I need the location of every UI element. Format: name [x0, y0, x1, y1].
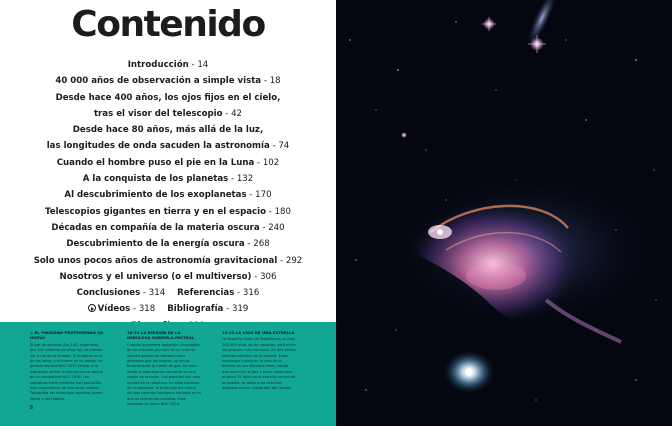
page-title: Contenido	[71, 4, 265, 45]
caption-heading: 18-19 LA EMISIÓN DE LA NEBULOSA GABRIELA MISTRAL	[127, 330, 195, 341]
caption-heading: 12-13 LA VIDA DE UNA ESTRELLA	[222, 330, 295, 335]
toc-entry[interactable]: Décadas en compañía de la materia oscura - 240	[51, 222, 285, 233]
toc-pair-row	[0, 301, 336, 317]
toc-entry-title: las longitudes de onda sacuden la astronomía	[46, 141, 270, 152]
toc-entry-page: 18	[269, 76, 281, 87]
toc-entry-page: 170	[255, 190, 272, 201]
caption-body: La Pequeña Nube de Magallanes, a unos 200 000 años luz de nosotros, está entre las galaxias más cercanas. En ella brillan jóvenes estrellas de la galaxia. Estas nebulosas muestran la vida de la estrella en sus distintas fases, desde que nacen en el gas y polvo hasta que mueren. El brillo de la estrella central de la galaxia, se debe a las estrellas gigantes azules. Fotografía del Hubble.	[222, 337, 296, 391]
toc-entry-page: 132	[236, 174, 254, 185]
toc-entry[interactable]: tras el visor del telescopio - 42	[93, 108, 243, 119]
toc-entry-title: Desde hace 400 años, los ojos fijos en el cielo,	[55, 92, 281, 103]
toc-entry-conclusiones[interactable]: Conclusiones - 314	[76, 288, 166, 299]
toc-entry[interactable]: Cuando el hombre puso el pie en la Luna - 102	[56, 157, 280, 168]
caption-band	[0, 322, 336, 426]
caption-heading: < EL PINGÜINO PROTEGIENDO SU HUEVO	[30, 330, 104, 341]
toc-entry-bibliografia[interactable]: Bibliografía - 319	[167, 304, 249, 315]
space-photo	[336, 0, 672, 426]
galaxy-image	[336, 0, 672, 426]
table-of-contents	[0, 57, 336, 334]
toc-entry-page: 74	[278, 141, 290, 152]
toc-entry[interactable]: Nosotros y el universo (o el multiverso) - 306	[59, 271, 277, 282]
toc-entry-title: Telescopios gigantes en tierra y en el espacio	[45, 206, 266, 217]
egg-galaxy	[443, 350, 495, 394]
toc-entry-title: 40 000 años de observación a simple vista	[55, 76, 262, 87]
toc-entry[interactable]: A la conquista de los planetas - 132	[82, 174, 254, 185]
toc-entry[interactable]	[0, 122, 336, 138]
toc-entry-page: 42	[231, 108, 243, 119]
page-number: 8	[30, 405, 33, 411]
toc-entry[interactable]: Al descubrimiento de los exoplanetas - 170	[64, 190, 272, 201]
play-circle-icon	[88, 304, 96, 312]
caption-body: Cuando la primera radiación ultravioleta de las estrellas jóvenes de un cúmulo abierto golpea las densas nubes gaseosas que las rodean, se ioniza bruscamente el medio de gas. De este modo la nebulosa se convierte en una región de emisión. Las estrellas son más tenues en la nebulosa. En ellas estamos de la nebulosa; el brillo rojo del centro del gas caliente hidrógeno ionizado en el que se forman las estrellas. Esta nebulosa se llama NGC 3324.	[127, 342, 201, 407]
toc-entry[interactable]: 40 000 años de observación a simple vista - 18	[55, 76, 281, 87]
toc-entry[interactable]	[0, 90, 336, 106]
toc-entry-title: tras el visor del telescopio	[93, 108, 223, 119]
toc-entry[interactable]: Solo unos pocos años de astronomía gravitacional - 292	[33, 255, 303, 266]
toc-entry-videos[interactable]: Vídeos - 318	[88, 304, 156, 314]
caption-block	[30, 330, 104, 402]
toc-entry-title: Solo unos pocos años de astronomía gravitacional	[33, 255, 278, 266]
toc-entry-title: Desde hace 80 años, más allá de la luz,	[72, 125, 264, 136]
caption-block	[222, 330, 296, 391]
toc-entry[interactable]: Introducción - 14	[127, 60, 209, 70]
caption-block	[127, 330, 201, 408]
toc-entry-referencias[interactable]: Referencias - 316	[177, 288, 260, 299]
toc-entry-page: 180	[274, 206, 291, 217]
toc-entry-title: Introducción	[127, 60, 189, 70]
toc-entry-page: 306	[260, 271, 277, 282]
toc-entry[interactable]: Descubrimiento de la energía oscura - 268	[66, 239, 270, 250]
toc-pair-row	[0, 285, 336, 301]
toc-entry-title: Al descubrimiento de los exoplanetas	[64, 190, 247, 201]
toc-entry-page: 292	[285, 255, 303, 266]
toc-entry-title: Décadas en compañía de la materia oscura	[51, 222, 260, 233]
toc-entry-page: 102	[262, 157, 280, 168]
toc-entry-title: A la conquista de los planetas	[82, 174, 229, 185]
toc-entry-title: Cuando el hombre puso el pie en la Luna	[56, 157, 255, 168]
caption-body: El par de galaxias Arp 142, separadas por 100 millones de años luz, se pueden ver a ras de la imagen. El pingüino es el de los lados, y el huevo de su pareja. La galaxia elíptica NGC 2937 (abajo, a la izquierda) define la estructura en espiral de su compañera NGC 2936. Las colisiones entre estrellas han producido este espectáculo de formación estelar. Fotografía del telescopio espacial James Webb y del Hubble.	[30, 342, 104, 401]
toc-entry-title: Nosotros y el universo (o el multiverso)	[59, 271, 252, 282]
toc-entry-title: Descubrimiento de la energía oscura	[66, 239, 245, 250]
toc-entry-page: 14	[197, 60, 209, 70]
toc-entry[interactable]: Telescopios gigantes en tierra y en el espacio - 180	[45, 206, 291, 217]
toc-entry-page: 240	[268, 222, 285, 233]
toc-entry[interactable]: las longitudes de onda sacuden la astronomía - 74	[46, 141, 290, 152]
toc-entry-page: 268	[253, 239, 270, 250]
